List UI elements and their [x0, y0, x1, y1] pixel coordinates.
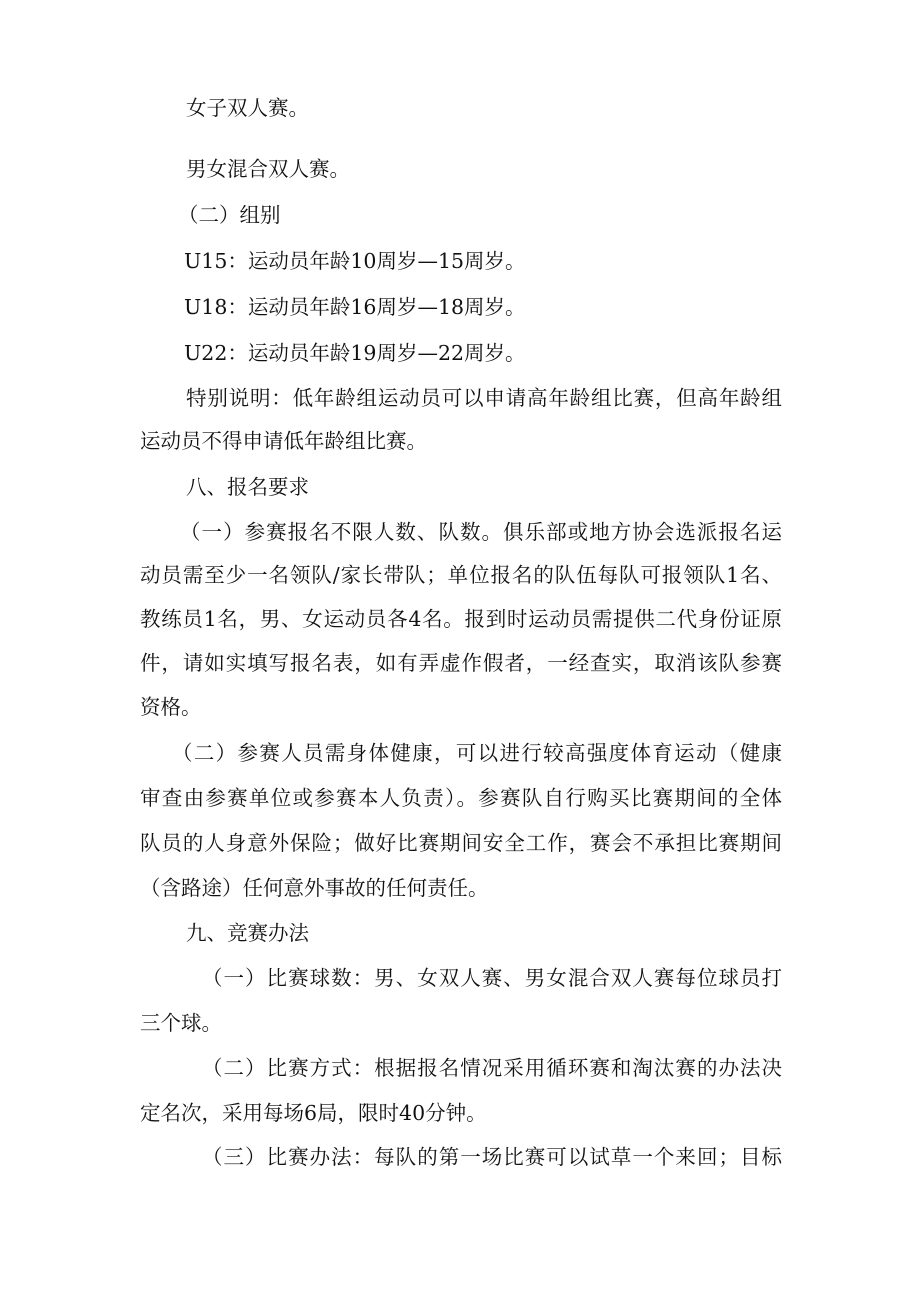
- registration-p1-line3: 教练员1名，男、女运动员各4名。报到时运动员需提供二代身份证原: [140, 607, 782, 631]
- registration-p1-line4: 件，请如实填写报名表，如有弄虚作假者，一经查实，取消该队参赛: [140, 651, 782, 675]
- groups-note-line2: 运动员不得申请低年龄组比赛。: [140, 429, 427, 453]
- registration-p1-line1: （一）参赛报名不限人数、队数。俱乐部或地方协会选派报名运: [180, 520, 782, 544]
- competition-p3-line1: （三）比赛办法：每队的第一场比赛可以试草一个来回；目标: [202, 1145, 782, 1169]
- registration-p1-line2: 动员需至少一名领队/家长带队；单位报名的队伍每队可报领队1名、: [140, 563, 782, 587]
- groups-heading: （二）组别: [178, 203, 281, 227]
- event-women-doubles: 女子双人赛。: [186, 96, 309, 120]
- event-mixed-doubles: 男女混合双人赛。: [186, 157, 350, 181]
- competition-p1-line2: 三个球。: [140, 1011, 222, 1035]
- group-u15: U15：运动员年龄10周岁—15周岁。: [184, 249, 526, 273]
- competition-p2-line2: 定名次，采用每场6局，限时40分钟。: [140, 1101, 487, 1125]
- competition-p1-line1: （一）比赛球数：男、女双人赛、男女混合双人赛每位球员打: [202, 966, 782, 990]
- groups-note-line1: 特别说明：低年龄组运动员可以申请高年龄组比赛，但高年龄组: [186, 386, 782, 410]
- group-u22: U22：运动员年龄19周岁—22周岁。: [184, 341, 526, 365]
- competition-p2-line1: （二）比赛方式：根据报名情况采用循环赛和淘汰赛的办法决: [202, 1056, 782, 1080]
- registration-p2-line1: （二）参赛人员需身体健康，可以进行较高强度体育运动（健康: [172, 741, 782, 765]
- group-u18: U18：运动员年龄16周岁—18周岁。: [184, 295, 526, 319]
- registration-heading: 八、报名要求: [186, 475, 309, 499]
- registration-p2-line2: 审查由参赛单位或参赛本人负责）。参赛队自行购买比赛期间的全体: [140, 786, 782, 810]
- registration-p2-line4: （含路途）任何意外事故的任何责任。: [140, 876, 489, 900]
- competition-heading: 九、竞赛办法: [186, 921, 309, 945]
- registration-p1-line5: 资格。: [140, 695, 202, 719]
- registration-p2-line3: 队员的人身意外保险；做好比赛期间安全工作，赛会不承担比赛期间: [140, 831, 782, 855]
